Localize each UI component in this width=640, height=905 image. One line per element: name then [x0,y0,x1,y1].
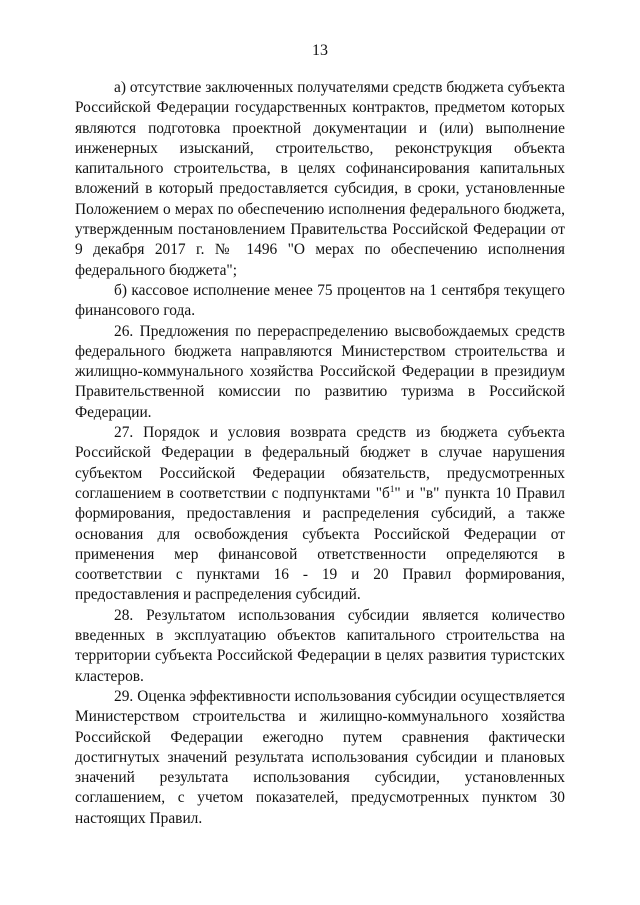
page-number: 13 [312,42,328,59]
paragraph-27-text-after: " и "в" пункта 10 Правил формирования, предоставления и распределения субсидий, а также основания для освобождения субъекта Российской Федерации от применения мер финансовой ответственности определяются в соответствии с пунктами 16 - 19 и 20 Правил формирования, предоставления и распределения субсидий. [75,484,565,604]
paragraph-b: б) кассовое исполнение менее 75 процентов на 1 сентября текущего финансового года. [75,281,565,320]
paragraph-a: а) отсутствие заключенных получателями средств бюджета субъекта Российской Федерации государственных контрактов, предметом которых являются подготовка проектной документации и (или) выполнение инженерных изысканий, строительство, реконструкция объекта капитального строительства, в целях софинансирования капитальных вложений в который предоставляется субсидия, в сроки, установленные Положением о мерах по обеспечению исполнения федерального бюджета, утвержденным постановлением Правительства Российской Федерации от 9 декабря 2017 г. № 1496 "О мерах по обеспечению исполнения федерального бюджета"; [75,79,565,279]
document-body [75,78,565,829]
paragraph-26: 26. Предложения по перераспределению высвобождаемых средств федерального бюджета направляются Министерством строительства и жилищно-коммунального хозяйства Российской Федерации в президиум Правительственной комиссии по развитию туризма в Российской Федерации. [75,322,565,421]
paragraph-27-superscript: 1 [389,483,395,494]
paragraph-27 [75,423,565,606]
paragraph-28: 28. Результатом использования субсидии является количество введенных в эксплуатацию объектов капитального строительства на территории субъекта Российской Федерации в целях развития туристских кластеров. [75,606,565,685]
paragraph-27-text-before: 27. Порядок и условия возврата средств из бюджета субъекта Российской Федерации в федеральный бюджет в случае нарушения субъектом Российской Федерации обязательств, предусмотренных соглашением в соответствии с подпунктами "б [75,424,565,502]
paragraph-29: 29. Оценка эффективности использования субсидии осуществляется Министерством строительства и жилищно-коммунального хозяйства Российской Федерации ежегодно путем сравнения фактически достигнутых значений результата использования субсидии и плановых значений результата использования субсидии, установленных соглашением, с учетом показателей, предусмотренных пунктом 30 настоящих Правил. [75,687,565,827]
